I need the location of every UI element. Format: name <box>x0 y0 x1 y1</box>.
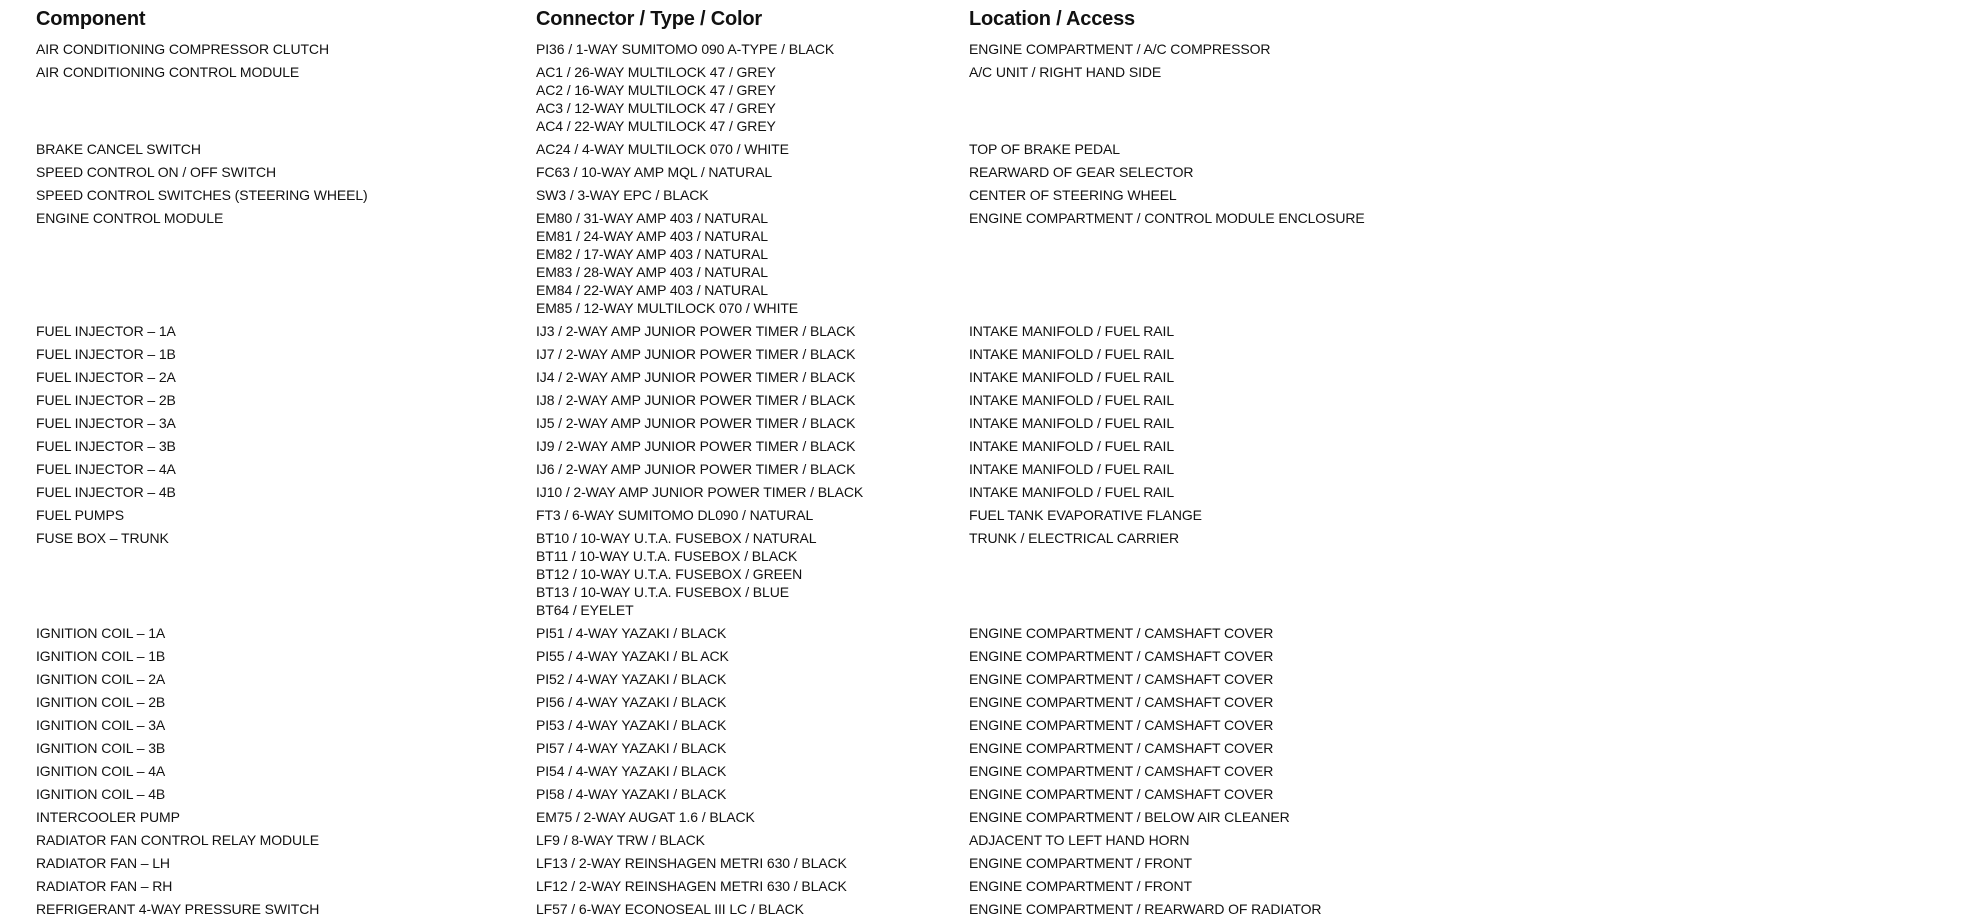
connector-cell <box>536 506 1976 524</box>
table-row <box>0 343 1440 366</box>
component-cell: FUEL INJECTOR – 2A <box>36 369 176 385</box>
table-row <box>0 412 1440 435</box>
connector-line: PI57 / 4-WAY YAZAKI / BLACK <box>536 740 727 756</box>
location-cell: INTAKE MANIFOLD / FUEL RAIL <box>969 484 1175 500</box>
location-cell: ENGINE COMPARTMENT / A/C COMPRESSOR <box>969 41 1271 57</box>
connector-line: BT10 / 10-WAY U.T.A. FUSEBOX / NATURAL <box>536 530 817 546</box>
connector-line: FT3 / 6-WAY SUMITOMO DL090 / NATURAL <box>536 507 814 523</box>
connector-line: PI54 / 4-WAY YAZAKI / BLACK <box>536 763 727 779</box>
connector-line: IJ3 / 2-WAY AMP JUNIOR POWER TIMER / BLACK <box>536 323 856 339</box>
component-cell: FUEL INJECTOR – 3A <box>36 415 176 431</box>
location-cell: INTAKE MANIFOLD / FUEL RAIL <box>969 461 1175 477</box>
connector-line: PI51 / 4-WAY YAZAKI / BLACK <box>536 625 727 641</box>
component-cell: IGNITION COIL – 1B <box>36 648 166 664</box>
component-cell: AIR CONDITIONING CONTROL MODULE <box>36 64 300 80</box>
location-cell: INTAKE MANIFOLD / FUEL RAIL <box>969 323 1175 339</box>
table-row <box>0 61 1440 138</box>
connector-line: IJ10 / 2-WAY AMP JUNIOR POWER TIMER / BLACK <box>536 484 864 500</box>
connector-line: EM85 / 12-WAY MULTILOCK 070 / WHITE <box>536 300 799 316</box>
connector-line: FC63 / 10-WAY AMP MQL / NATURAL <box>536 164 773 180</box>
connector-line: SW3 / 3-WAY EPC / BLACK <box>536 187 709 203</box>
connector-cell <box>536 483 1976 501</box>
location-cell: ENGINE COMPARTMENT / CAMSHAFT COVER <box>969 763 1274 779</box>
location-cell: FUEL TANK EVAPORATIVE FLANGE <box>969 507 1202 523</box>
connector-line: IJ4 / 2-WAY AMP JUNIOR POWER TIMER / BLACK <box>536 369 856 385</box>
table-row <box>0 320 1440 343</box>
component-cell: AIR CONDITIONING COMPRESSOR CLUTCH <box>36 41 329 57</box>
connector-line: LF13 / 2-WAY REINSHAGEN METRI 630 / BLACK <box>536 855 847 871</box>
component-cell: RADIATOR FAN CONTROL RELAY MODULE <box>36 832 319 848</box>
connector-cell <box>536 368 1976 386</box>
component-cell: FUEL INJECTOR – 3B <box>36 438 176 454</box>
location-cell: TOP OF BRAKE PEDAL <box>969 141 1120 157</box>
component-cell: FUEL INJECTOR – 2B <box>36 392 176 408</box>
connector-line: BT64 / EYELET <box>536 602 634 618</box>
connector-line: AC24 / 4-WAY MULTILOCK 070 / WHITE <box>536 141 789 157</box>
connector-line: BT13 / 10-WAY U.T.A. FUSEBOX / BLUE <box>536 584 789 600</box>
connector-cell <box>536 163 1976 181</box>
component-cell: RADIATOR FAN – RH <box>36 878 173 894</box>
connector-line: BT11 / 10-WAY U.T.A. FUSEBOX / BLACK <box>536 548 798 564</box>
table-row <box>0 138 1440 161</box>
connector-line: IJ9 / 2-WAY AMP JUNIOR POWER TIMER / BLACK <box>536 438 856 454</box>
table-row <box>0 852 1440 875</box>
connector-line: PI53 / 4-WAY YAZAKI / BLACK <box>536 717 727 733</box>
table-row <box>0 691 1440 714</box>
location-cell: INTAKE MANIFOLD / FUEL RAIL <box>969 392 1175 408</box>
connector-line: IJ6 / 2-WAY AMP JUNIOR POWER TIMER / BLACK <box>536 461 856 477</box>
component-cell: SPEED CONTROL ON / OFF SWITCH <box>36 164 277 180</box>
connector-line: IJ5 / 2-WAY AMP JUNIOR POWER TIMER / BLACK <box>536 415 856 431</box>
table-row <box>0 504 1440 527</box>
component-cell: IGNITION COIL – 3A <box>36 717 166 733</box>
table-row <box>0 458 1440 481</box>
table-row <box>0 783 1440 806</box>
component-cell: IGNITION COIL – 1A <box>36 625 166 641</box>
connector-line: EM80 / 31-WAY AMP 403 / NATURAL <box>536 210 768 226</box>
header-connector: Connector / Type / Color <box>536 8 762 30</box>
table-row <box>0 184 1440 207</box>
connector-line: AC4 / 22-WAY MULTILOCK 47 / GREY <box>536 118 776 134</box>
table-row <box>0 38 1440 61</box>
table-row <box>0 806 1440 829</box>
table-row <box>0 898 1440 921</box>
table-row <box>0 366 1440 389</box>
table-row <box>0 161 1440 184</box>
component-cell: ENGINE CONTROL MODULE <box>36 210 224 226</box>
table-row <box>0 389 1440 412</box>
table-row <box>0 207 1440 320</box>
connector-cell <box>536 391 1976 409</box>
component-cell: BRAKE CANCEL SWITCH <box>36 141 201 157</box>
component-cell: SPEED CONTROL SWITCHES (STEERING WHEEL) <box>36 187 368 203</box>
connector-cell <box>536 460 1976 478</box>
connector-cell <box>536 437 1976 455</box>
location-cell: ENGINE COMPARTMENT / CAMSHAFT COVER <box>969 717 1274 733</box>
table-row <box>0 829 1440 852</box>
table-row <box>0 737 1440 760</box>
table-row <box>0 527 1440 622</box>
location-cell: ENGINE COMPARTMENT / BELOW AIR CLEANER <box>969 809 1290 825</box>
header-location: Location / Access <box>969 8 1135 30</box>
connector-line: PI55 / 4-WAY YAZAKI / BL ACK <box>536 648 729 664</box>
component-cell: IGNITION COIL – 4A <box>36 763 166 779</box>
connector-cell <box>536 322 1976 340</box>
component-cell: FUEL INJECTOR – 4B <box>36 484 176 500</box>
connector-line: PI56 / 4-WAY YAZAKI / BLACK <box>536 694 727 710</box>
location-cell: INTAKE MANIFOLD / FUEL RAIL <box>969 415 1175 431</box>
component-cell: IGNITION COIL – 2A <box>36 671 166 687</box>
connector-cell <box>536 831 1976 849</box>
component-cell: REFRIGERANT 4-WAY PRESSURE SWITCH <box>36 901 320 917</box>
table-row <box>0 760 1440 783</box>
table-header <box>0 6 1440 34</box>
location-cell: A/C UNIT / RIGHT HAND SIDE <box>969 64 1162 80</box>
connector-line: LF12 / 2-WAY REINSHAGEN METRI 630 / BLACK <box>536 878 847 894</box>
connector-line: EM75 / 2-WAY AUGAT 1.6 / BLACK <box>536 809 755 825</box>
connector-line: IJ8 / 2-WAY AMP JUNIOR POWER TIMER / BLACK <box>536 392 856 408</box>
location-cell: INTAKE MANIFOLD / FUEL RAIL <box>969 438 1175 454</box>
connector-cell <box>536 140 1976 158</box>
connector-line: EM81 / 24-WAY AMP 403 / NATURAL <box>536 228 768 244</box>
table-row <box>0 435 1440 458</box>
connector-cell <box>536 345 1976 363</box>
connector-cell <box>536 63 1976 135</box>
connector-line: PI58 / 4-WAY YAZAKI / BLACK <box>536 786 727 802</box>
location-cell: ENGINE COMPARTMENT / CAMSHAFT COVER <box>969 648 1274 664</box>
location-cell: ENGINE COMPARTMENT / CAMSHAFT COVER <box>969 786 1274 802</box>
connector-line: IJ7 / 2-WAY AMP JUNIOR POWER TIMER / BLACK <box>536 346 856 362</box>
table-row <box>0 875 1440 898</box>
connector-cell <box>536 529 1976 619</box>
location-cell: ENGINE COMPARTMENT / FRONT <box>969 855 1192 871</box>
table-row <box>0 714 1440 737</box>
table-row <box>0 645 1440 668</box>
component-cell: IGNITION COIL – 4B <box>36 786 166 802</box>
connector-cell <box>536 877 1976 895</box>
connector-line: LF9 / 8-WAY TRW / BLACK <box>536 832 705 848</box>
connector-cell <box>536 854 1976 872</box>
connector-line: AC2 / 16-WAY MULTILOCK 47 / GREY <box>536 82 776 98</box>
component-cell: FUEL INJECTOR – 1A <box>36 323 176 339</box>
location-cell: INTAKE MANIFOLD / FUEL RAIL <box>969 369 1175 385</box>
component-cell: RADIATOR FAN – LH <box>36 855 170 871</box>
table-row <box>0 668 1440 691</box>
connector-line: PI36 / 1-WAY SUMITOMO 090 A-TYPE / BLACK <box>536 41 835 57</box>
connector-cell <box>536 186 1976 204</box>
location-cell: CENTER OF STEERING WHEEL <box>969 187 1177 203</box>
connector-cell <box>536 414 1976 432</box>
component-cell: FUSE BOX – TRUNK <box>36 530 169 546</box>
location-cell: REARWARD OF GEAR SELECTOR <box>969 164 1194 180</box>
location-cell: ENGINE COMPARTMENT / CAMSHAFT COVER <box>969 671 1274 687</box>
table-row <box>0 622 1440 645</box>
header-component: Component <box>36 8 146 30</box>
location-cell: ADJACENT TO LEFT HAND HORN <box>969 832 1190 848</box>
location-cell: ENGINE COMPARTMENT / CONTROL MODULE ENCLOSURE <box>969 210 1365 226</box>
component-cell: INTERCOOLER PUMP <box>36 809 180 825</box>
component-cell: FUEL INJECTOR – 1B <box>36 346 176 362</box>
connector-line: AC3 / 12-WAY MULTILOCK 47 / GREY <box>536 100 776 116</box>
component-cell: FUEL INJECTOR – 4A <box>36 461 176 477</box>
connector-line: LF57 / 6-WAY ECONOSEAL III LC / BLACK <box>536 901 804 917</box>
location-cell: ENGINE COMPARTMENT / FRONT <box>969 878 1192 894</box>
location-cell: INTAKE MANIFOLD / FUEL RAIL <box>969 346 1175 362</box>
component-cell: IGNITION COIL – 3B <box>36 740 166 756</box>
component-cell: FUEL PUMPS <box>36 507 124 523</box>
location-cell: ENGINE COMPARTMENT / CAMSHAFT COVER <box>969 625 1274 641</box>
table-body <box>0 38 1440 921</box>
component-cell: IGNITION COIL – 2B <box>36 694 166 710</box>
connector-line: PI52 / 4-WAY YAZAKI / BLACK <box>536 671 727 687</box>
location-cell: ENGINE COMPARTMENT / CAMSHAFT COVER <box>969 740 1274 756</box>
connector-line: EM83 / 28-WAY AMP 403 / NATURAL <box>536 264 768 280</box>
connector-line: AC1 / 26-WAY MULTILOCK 47 / GREY <box>536 64 776 80</box>
location-cell: ENGINE COMPARTMENT / REARWARD OF RADIATOR <box>969 901 1322 917</box>
table-row <box>0 481 1440 504</box>
location-cell: ENGINE COMPARTMENT / CAMSHAFT COVER <box>969 694 1274 710</box>
location-cell: TRUNK / ELECTRICAL CARRIER <box>969 530 1180 546</box>
connector-line: EM82 / 17-WAY AMP 403 / NATURAL <box>536 246 768 262</box>
connector-line: EM84 / 22-WAY AMP 403 / NATURAL <box>536 282 768 298</box>
connector-line: BT12 / 10-WAY U.T.A. FUSEBOX / GREEN <box>536 566 803 582</box>
